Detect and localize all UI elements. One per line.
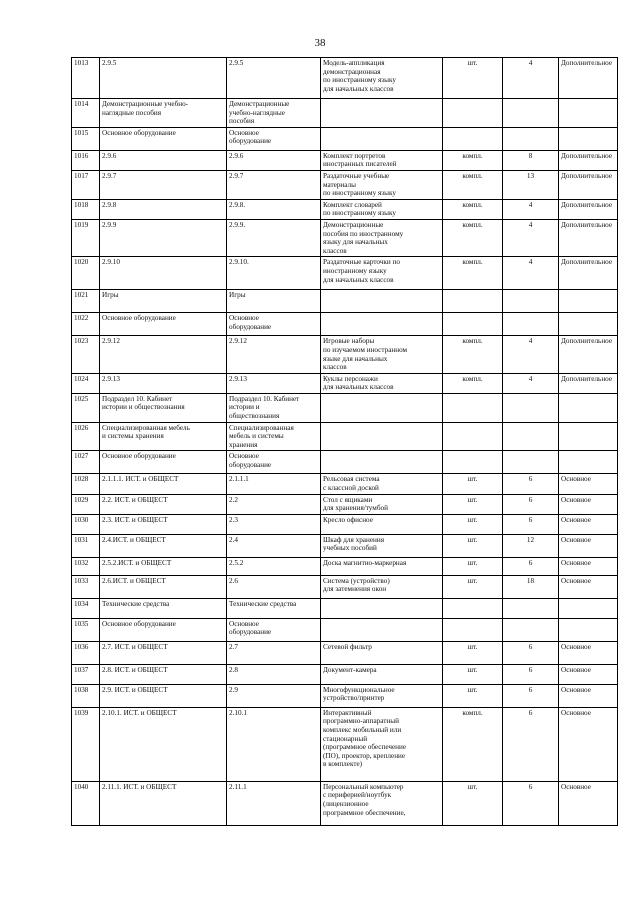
code-cell: 2.9.6	[100, 150, 227, 170]
code-cell: 2.10.1. ИСТ. и ОБЩЕСТ	[100, 707, 227, 781]
unit-cell: шт.	[443, 494, 503, 514]
row-number: 1021	[72, 290, 100, 313]
type-cell: Дополнительное	[559, 58, 618, 99]
type-cell: Дополнительное	[559, 373, 618, 393]
row-number: 1016	[72, 150, 100, 170]
section-cell: Технические средства	[227, 598, 321, 618]
type-cell: Основное	[559, 664, 618, 684]
row-number: 1015	[72, 127, 100, 150]
type-cell: Дополнительное	[559, 199, 618, 219]
section-cell: 2.2	[227, 494, 321, 514]
section-cell: Демонстрационные учебно-наглядные пособия	[227, 99, 321, 128]
row-number: 1039	[72, 707, 100, 781]
unit-cell	[443, 99, 503, 128]
section-cell: Подраздел 10. Кабинет истории и обществознания	[227, 393, 321, 422]
table-row	[72, 557, 618, 575]
equipment-table-body	[72, 58, 618, 826]
section-cell: 2.3	[227, 514, 321, 534]
quantity-cell	[503, 598, 559, 618]
table-row	[72, 514, 618, 534]
quantity-cell: 4	[503, 219, 559, 256]
table-row	[72, 598, 618, 618]
name-cell	[321, 598, 443, 618]
code-cell: 2.9.10	[100, 257, 227, 290]
row-number: 1018	[72, 199, 100, 219]
row-number: 1027	[72, 451, 100, 474]
code-cell: 2.9.7	[100, 170, 227, 199]
type-cell: Дополнительное	[559, 170, 618, 199]
unit-cell: компл.	[443, 150, 503, 170]
code-cell: 2.4.ИСТ. и ОБЩЕСТ	[100, 534, 227, 557]
row-number: 1033	[72, 575, 100, 598]
code-cell: 2.9.9	[100, 219, 227, 256]
unit-cell: шт.	[443, 664, 503, 684]
quantity-cell: 4	[503, 373, 559, 393]
code-cell: Демонстрационные учебно- наглядные пособия	[100, 99, 227, 128]
quantity-cell	[503, 393, 559, 422]
table-row	[72, 290, 618, 313]
table-row	[72, 641, 618, 664]
unit-cell: компл.	[443, 373, 503, 393]
section-cell: Основное оборудование	[227, 451, 321, 474]
unit-cell: шт.	[443, 514, 503, 534]
table-row	[72, 781, 618, 825]
code-cell: 2.9.13	[100, 373, 227, 393]
type-cell: Дополнительное	[559, 336, 618, 373]
section-cell: 2.9.6	[227, 150, 321, 170]
table-row	[72, 150, 618, 170]
table-row	[72, 373, 618, 393]
row-number: 1022	[72, 313, 100, 336]
unit-cell	[443, 313, 503, 336]
code-cell: 2.9.12	[100, 336, 227, 373]
quantity-cell: 4	[503, 199, 559, 219]
type-cell	[559, 422, 618, 451]
quantity-cell	[503, 313, 559, 336]
code-cell: 2.1.1.1. ИСТ. и ОБЩЕСТ	[100, 474, 227, 494]
table-row	[72, 219, 618, 256]
quantity-cell: 8	[503, 150, 559, 170]
section-cell: 2.8	[227, 664, 321, 684]
quantity-cell	[503, 99, 559, 128]
name-cell: Модель-аппликация демонстрационная по иностранному языку для начальных классов	[321, 58, 443, 99]
section-cell: Основное оборудование	[227, 618, 321, 641]
unit-cell: компл.	[443, 336, 503, 373]
quantity-cell: 6	[503, 781, 559, 825]
code-cell: 2.9.5	[100, 58, 227, 99]
unit-cell: компл.	[443, 257, 503, 290]
quantity-cell	[503, 127, 559, 150]
table-row	[72, 58, 618, 99]
section-cell: Игры	[227, 290, 321, 313]
row-number: 1025	[72, 393, 100, 422]
unit-cell	[443, 127, 503, 150]
code-cell: 2.7. ИСТ. и ОБЩЕСТ	[100, 641, 227, 664]
quantity-cell: 6	[503, 557, 559, 575]
table-row	[72, 257, 618, 290]
quantity-cell: 6	[503, 664, 559, 684]
name-cell: Сетевой фильтр	[321, 641, 443, 664]
section-cell: Специализированная мебель и системы хранения	[227, 422, 321, 451]
row-number: 1031	[72, 534, 100, 557]
table-row	[72, 170, 618, 199]
table-row	[72, 99, 618, 128]
name-cell: Раздаточные учебные материалы по иностранному языку	[321, 170, 443, 199]
name-cell	[321, 618, 443, 641]
code-cell: Основное оборудование	[100, 127, 227, 150]
type-cell: Дополнительное	[559, 219, 618, 256]
unit-cell: компл.	[443, 170, 503, 199]
quantity-cell: 12	[503, 534, 559, 557]
code-cell: Подраздел 10. Кабинет истории и обществознания	[100, 393, 227, 422]
name-cell	[321, 290, 443, 313]
unit-cell	[443, 598, 503, 618]
table-row	[72, 313, 618, 336]
row-number: 1014	[72, 99, 100, 128]
unit-cell	[443, 290, 503, 313]
quantity-cell: 13	[503, 170, 559, 199]
section-cell: 2.9.10.	[227, 257, 321, 290]
name-cell	[321, 422, 443, 451]
code-cell: 2.8. ИСТ. и ОБЩЕСТ	[100, 664, 227, 684]
row-number: 1024	[72, 373, 100, 393]
section-cell: 2.9.9.	[227, 219, 321, 256]
row-number: 1028	[72, 474, 100, 494]
equipment-table	[71, 57, 618, 826]
row-number: 1037	[72, 664, 100, 684]
table-row	[72, 336, 618, 373]
code-cell: 2.5.2.ИСТ. и ОБЩЕСТ	[100, 557, 227, 575]
code-cell: Специализированная мебель и системы хранения	[100, 422, 227, 451]
type-cell: Основное	[559, 707, 618, 781]
unit-cell	[443, 393, 503, 422]
name-cell: Стол с ящиками для хранения/тумбой	[321, 494, 443, 514]
quantity-cell	[503, 451, 559, 474]
code-cell: Основное оборудование	[100, 451, 227, 474]
name-cell: Демонстрационные пособия по иностранному языку для начальных классов	[321, 219, 443, 256]
quantity-cell	[503, 618, 559, 641]
row-number: 1026	[72, 422, 100, 451]
row-number: 1017	[72, 170, 100, 199]
quantity-cell	[503, 422, 559, 451]
unit-cell: шт.	[443, 58, 503, 99]
row-number: 1038	[72, 684, 100, 707]
name-cell: Документ-камера	[321, 664, 443, 684]
section-cell: 2.9.13	[227, 373, 321, 393]
section-cell: Основное оборудование	[227, 127, 321, 150]
section-cell: 2.9	[227, 684, 321, 707]
section-cell: 2.1.1.1	[227, 474, 321, 494]
unit-cell	[443, 422, 503, 451]
page-number: 38	[314, 37, 326, 49]
section-cell: 2.9.5	[227, 58, 321, 99]
unit-cell: шт.	[443, 641, 503, 664]
code-cell: 2.9.8	[100, 199, 227, 219]
table-row	[72, 199, 618, 219]
name-cell: Комплект словарей по иностранному языку	[321, 199, 443, 219]
name-cell: Многофункциональное устройство/принтер	[321, 684, 443, 707]
type-cell: Дополнительное	[559, 150, 618, 170]
name-cell: Кресло офисное	[321, 514, 443, 534]
section-cell: 2.6	[227, 575, 321, 598]
type-cell	[559, 451, 618, 474]
unit-cell: шт.	[443, 534, 503, 557]
code-cell: Основное оборудование	[100, 313, 227, 336]
unit-cell	[443, 451, 503, 474]
name-cell: Доска магнитно-маркерная	[321, 557, 443, 575]
row-number: 1032	[72, 557, 100, 575]
code-cell: 2.11.1. ИСТ. и ОБЩЕСТ	[100, 781, 227, 825]
name-cell: Игровые наборы по изучаемом иностранном языке для начальных классов	[321, 336, 443, 373]
quantity-cell: 4	[503, 257, 559, 290]
name-cell: Куклы персонажи для начальных классов	[321, 373, 443, 393]
name-cell: Персональный компьютер с периферией/ноутбук (лицензионное программное обеспечение,	[321, 781, 443, 825]
row-number: 1020	[72, 257, 100, 290]
section-cell: 2.4	[227, 534, 321, 557]
type-cell: Основное	[559, 534, 618, 557]
type-cell: Основное	[559, 575, 618, 598]
quantity-cell: 6	[503, 684, 559, 707]
type-cell: Основное	[559, 557, 618, 575]
quantity-cell	[503, 290, 559, 313]
row-number: 1035	[72, 618, 100, 641]
quantity-cell: 6	[503, 474, 559, 494]
section-cell: 2.9.7	[227, 170, 321, 199]
table-row	[72, 575, 618, 598]
type-cell	[559, 618, 618, 641]
name-cell: Система (устройство) для затемнения окон	[321, 575, 443, 598]
code-cell: 2.3. ИСТ. и ОБЩЕСТ	[100, 514, 227, 534]
name-cell	[321, 313, 443, 336]
unit-cell: шт.	[443, 684, 503, 707]
name-cell	[321, 451, 443, 474]
type-cell: Основное	[559, 514, 618, 534]
quantity-cell: 4	[503, 336, 559, 373]
table-row	[72, 618, 618, 641]
type-cell: Основное	[559, 781, 618, 825]
unit-cell: компл.	[443, 199, 503, 219]
section-cell: 2.11.1	[227, 781, 321, 825]
table-row	[72, 707, 618, 781]
table-row	[72, 127, 618, 150]
type-cell	[559, 313, 618, 336]
unit-cell: компл.	[443, 707, 503, 781]
type-cell: Основное	[559, 684, 618, 707]
name-cell: Шкаф для хранения учебных пособий	[321, 534, 443, 557]
row-number: 1019	[72, 219, 100, 256]
quantity-cell: 4	[503, 58, 559, 99]
type-cell	[559, 99, 618, 128]
row-number: 1013	[72, 58, 100, 99]
section-cell: 2.9.12	[227, 336, 321, 373]
row-number: 1034	[72, 598, 100, 618]
name-cell: Комплект портретов иностранных писателей	[321, 150, 443, 170]
type-cell	[559, 290, 618, 313]
type-cell	[559, 127, 618, 150]
type-cell	[559, 393, 618, 422]
name-cell: Рельсовая система с классной доской	[321, 474, 443, 494]
table-row	[72, 494, 618, 514]
type-cell	[559, 598, 618, 618]
quantity-cell: 6	[503, 494, 559, 514]
name-cell	[321, 99, 443, 128]
unit-cell: шт.	[443, 474, 503, 494]
name-cell: Раздаточные карточки по иностранному языку для начальных классов	[321, 257, 443, 290]
table-row	[72, 684, 618, 707]
quantity-cell: 6	[503, 514, 559, 534]
unit-cell: компл.	[443, 219, 503, 256]
section-cell: 2.9.8.	[227, 199, 321, 219]
table-row	[72, 664, 618, 684]
code-cell: 2.9. ИСТ. и ОБЩЕСТ	[100, 684, 227, 707]
section-cell: 2.10.1	[227, 707, 321, 781]
quantity-cell: 18	[503, 575, 559, 598]
section-cell: Основное оборудование	[227, 313, 321, 336]
type-cell: Основное	[559, 641, 618, 664]
name-cell	[321, 393, 443, 422]
row-number: 1029	[72, 494, 100, 514]
table-row	[72, 474, 618, 494]
code-cell: 2.2. ИСТ. и ОБЩЕСТ	[100, 494, 227, 514]
row-number: 1040	[72, 781, 100, 825]
type-cell: Дополнительное	[559, 257, 618, 290]
row-number: 1036	[72, 641, 100, 664]
name-cell	[321, 127, 443, 150]
unit-cell: шт.	[443, 781, 503, 825]
section-cell: 2.7	[227, 641, 321, 664]
unit-cell: шт.	[443, 575, 503, 598]
code-cell: Основное оборудование	[100, 618, 227, 641]
section-cell: 2.5.2	[227, 557, 321, 575]
code-cell: Технические средства	[100, 598, 227, 618]
code-cell: Игры	[100, 290, 227, 313]
type-cell: Основное	[559, 494, 618, 514]
quantity-cell: 6	[503, 707, 559, 781]
unit-cell: шт.	[443, 557, 503, 575]
code-cell: 2.6.ИСТ. и ОБЩЕСТ	[100, 575, 227, 598]
type-cell: Основное	[559, 474, 618, 494]
quantity-cell: 6	[503, 641, 559, 664]
table-row	[72, 451, 618, 474]
unit-cell	[443, 618, 503, 641]
name-cell: Интерактивный программно-аппаратный комплекс мобильный или стационарный (программное обеспечение (ПО), проектор, крепление в комплекте)	[321, 707, 443, 781]
row-number: 1030	[72, 514, 100, 534]
row-number: 1023	[72, 336, 100, 373]
table-row	[72, 393, 618, 422]
table-row	[72, 534, 618, 557]
table-row	[72, 422, 618, 451]
